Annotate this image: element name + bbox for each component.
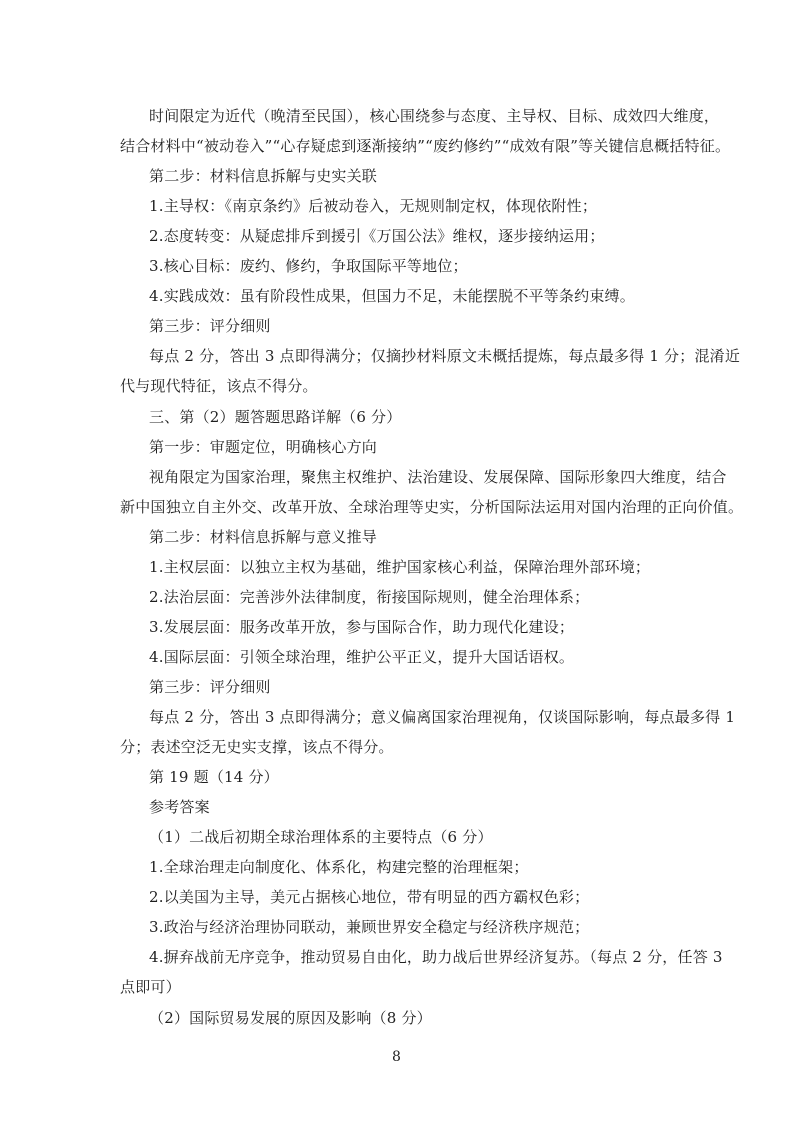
list-item: 4.国际层面：引领全球治理，维护公平正义，提升大国话语权。 <box>149 647 575 666</box>
list-item: 1.主权层面：以独立主权为基础，维护国家核心利益，保障治理外部环境； <box>149 557 651 576</box>
list-item: 3.核心目标：废约、修约，争取国际平等地位； <box>149 257 468 276</box>
list-item: 4.实践成效：虽有阶段性成果，但国力不足，未能摆脱不平等条约束缚。 <box>149 287 635 306</box>
question-heading: 第 19 题（14 分） <box>149 768 279 787</box>
paragraph-line: 分；表述空泛无史实支撑，该点不得分。 <box>120 738 394 757</box>
paragraph-line: 点即可） <box>120 978 181 997</box>
step-heading: 第三步：评分细则 <box>149 677 271 696</box>
page-number: 8 <box>392 1049 401 1065</box>
sub-question: （2）国际贸易发展的原因及影响（8 分） <box>149 1008 432 1027</box>
list-item: 1.全球治理走向制度化、体系化，构建完整的治理框架； <box>149 858 529 877</box>
step-heading: 第一步：审题定位，明确核心方向 <box>149 437 378 456</box>
step-heading: 第二步：材料信息拆解与意义推导 <box>149 527 378 546</box>
paragraph-line: 时间限定为近代（晚清至民国），核心围绕参与态度、主导权、目标、成效四大维度， <box>149 107 720 125</box>
list-item: 3.政治与经济治理协同联动，兼顾世界安全稳定与经济秩序规范； <box>149 918 590 937</box>
paragraph-line: 结合材料中“被动卷入”“心存疑虑到逐渐接纳”“废约修约”“成效有限”等关键信息概括特征。 <box>120 137 731 156</box>
paragraph-line: 每点 2 分，答出 3 点即得满分；意义偏离国家治理视角，仅谈国际影响，每点最多得 1 <box>149 708 736 726</box>
list-item: 2.态度转变：从疑虑排斥到援引《万国公法》维权，逐步接纳运用； <box>149 227 605 246</box>
list-item: 1.主导权：《南京条约》后被动卷入，无规则制定权，体现依附性； <box>149 197 598 216</box>
list-item: 3.发展层面：服务改革开放，参与国际合作，助力现代化建设； <box>149 617 575 636</box>
list-item: 4.摒弃战前无序竞争，推动贸易自由化，助力战后世界经济复苏。（每点 2 分，任答 3 <box>149 948 723 967</box>
paragraph-line: 每点 2 分，答出 3 点即得满分；仅摘抄材料原文未概括提炼，每点最多得 1 分；混淆近 <box>149 347 741 366</box>
section-heading: 三、第（2）题答题思路详解（6 分） <box>149 407 402 426</box>
paragraph-line: 新中国独立自主外交、改革开放、全球治理等史实，分析国际法运用对国内治理的正向价值。 <box>120 497 744 516</box>
list-item: 2.法治层面：完善涉外法律制度，衔接国际规则，健全治理体系； <box>149 587 590 606</box>
answer-heading: 参考答案 <box>149 798 210 817</box>
paragraph-line: 代与现代特征，该点不得分。 <box>120 377 318 396</box>
step-heading: 第三步：评分细则 <box>149 317 271 336</box>
paragraph-line: 视角限定为国家治理，聚焦主权维护、法治建设、发展保障、国际形象四大维度，结合 <box>149 467 727 486</box>
step-heading: 第二步：材料信息拆解与史实关联 <box>149 167 378 186</box>
sub-question: （1）二战后初期全球治理体系的主要特点（6 分） <box>149 828 493 847</box>
list-item: 2.以美国为主导，美元占据核心地位，带有明显的西方霸权色彩； <box>149 888 590 907</box>
